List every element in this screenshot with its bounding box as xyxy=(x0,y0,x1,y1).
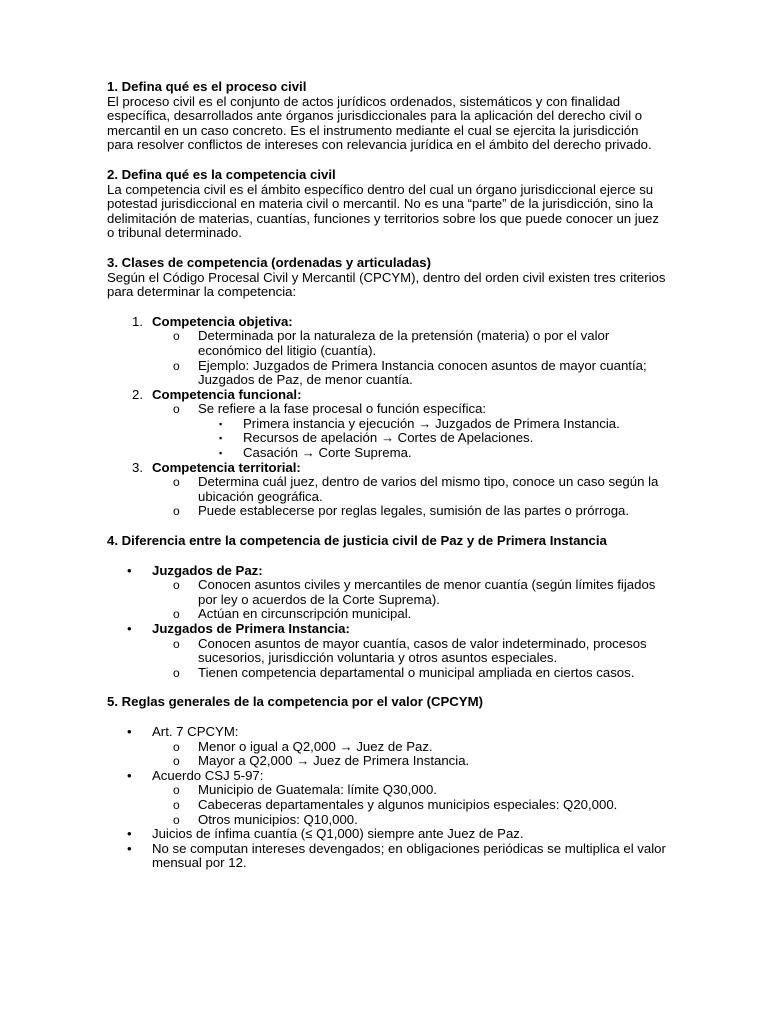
list-subitem xyxy=(107,637,668,666)
list-item xyxy=(107,564,668,579)
list-number: 2. xyxy=(132,386,143,402)
list-subitem-text: Menor o igual a Q2,000 → Juez de Paz. xyxy=(198,738,433,754)
list-item-label: Juzgados de Paz: xyxy=(152,562,263,578)
circle-bullet-icon: o xyxy=(173,329,180,344)
circle-bullet-icon: o xyxy=(173,797,180,812)
list-item-label: No se computan intereses devengados; en obligaciones periódicas se multiplica el valor mensual por 12. xyxy=(152,840,666,871)
list-subitem-text: Mayor a Q2,000 → Juez de Primera Instancia. xyxy=(198,753,470,769)
list-subitem-text: Determinada por la naturaleza de la pretensión (materia) o por el valor económico del litigio (cuantía). xyxy=(198,328,610,358)
square-bullet-icon: ▪ xyxy=(219,433,223,444)
list-item-label: Competencia territorial: xyxy=(152,459,301,475)
section-2-body: La competencia civil es el ámbito específico dentro del cual un órgano jurisdiccional ejerce su potestad jurisdiccional en materia civil o mercantil. No es una “parte” de la jurisdicción, sino la delimitación de materias, cuantías, funciones y territorios sobre los que puede conocer un juez o tribunal determinado. xyxy=(107,181,659,241)
square-bullet-icon: ▪ xyxy=(219,418,223,429)
list-subsubitem-text: Recursos de apelación → Cortes de Apelaciones. xyxy=(243,430,534,446)
bullet-icon: • xyxy=(127,723,132,739)
bullet-icon: • xyxy=(127,840,132,856)
circle-bullet-icon: o xyxy=(173,475,180,490)
list-subitem-text: Municipio de Guatemala: límite Q30,000. xyxy=(198,782,437,798)
section-2 xyxy=(107,168,668,241)
list-item-label: Juzgados de Primera Instancia: xyxy=(152,621,350,636)
section-3-intro: Según el Código Procesal Civil y Mercantil (CPCYM), dentro del orden civil existen tres criterios para determinar la competencia: xyxy=(107,269,666,300)
list-subitem xyxy=(107,578,668,607)
list-subitem-text: Determina cuál juez, dentro de varios del mismo tipo, conoce un caso según la ubicación geográfica. xyxy=(198,474,659,504)
section-2-title: 2. Defina qué es la competencia civil xyxy=(107,166,336,182)
bullet-icon: • xyxy=(127,826,132,842)
list-subitem-text: Actúan en circunscripción municipal. xyxy=(198,606,412,622)
circle-bullet-icon: o xyxy=(173,812,180,827)
list-item-label: Acuerdo CSJ 5-97: xyxy=(152,767,264,783)
list-subitem xyxy=(107,798,668,813)
list-subitem xyxy=(107,813,668,828)
list-number: 3. xyxy=(132,459,143,475)
list-subitem-text: Ejemplo: Juzgados de Primera Instancia conocen asuntos de mayor cuantía; Juzgados de Paz, de menor cuantía. xyxy=(198,357,647,388)
list-subitem xyxy=(107,740,668,755)
list-subitem-text: Otros municipios: Q10,000. xyxy=(198,811,358,827)
circle-bullet-icon: o xyxy=(173,636,180,651)
list-subsubitem xyxy=(107,431,668,446)
list-item-label: Juicios de ínfima cuantía (≤ Q1,000) siempre ante Juez de Paz. xyxy=(152,826,524,842)
list-item xyxy=(107,622,668,637)
list-item xyxy=(107,842,668,871)
competence-classes-list xyxy=(107,315,668,519)
bullet-icon: • xyxy=(127,562,132,578)
list-subitem xyxy=(107,359,668,388)
list-subitem xyxy=(107,402,668,417)
square-bullet-icon: ▪ xyxy=(219,448,223,459)
list-item xyxy=(107,769,668,784)
list-item xyxy=(107,827,668,842)
list-subitem xyxy=(107,607,668,622)
list-subitem-text: Conocen asuntos de mayor cuantía, casos de valor indeterminado, procesos sucesorios, jurisdicción voluntaria y otros asuntos especiales. xyxy=(198,635,647,666)
list-subitem-text: Cabeceras departamentales y algunos municipios especiales: Q20,000. xyxy=(198,796,618,812)
list-item xyxy=(107,315,668,330)
list-subitem xyxy=(107,783,668,798)
value-rules-list xyxy=(107,725,668,871)
circle-bullet-icon: o xyxy=(173,578,180,593)
circle-bullet-icon: o xyxy=(173,504,180,519)
list-subitem xyxy=(107,475,668,504)
section-1-title: 1. Defina qué es el proceso civil xyxy=(107,79,307,94)
section-4 xyxy=(107,534,668,680)
circle-bullet-icon: o xyxy=(173,754,180,769)
list-item xyxy=(107,461,668,476)
section-3 xyxy=(107,256,668,519)
list-item-label: Competencia funcional: xyxy=(152,386,302,402)
circle-bullet-icon: o xyxy=(173,607,180,622)
list-subsubitem xyxy=(107,446,668,461)
list-item xyxy=(107,725,668,740)
bullet-icon: • xyxy=(127,767,132,783)
section-1 xyxy=(107,80,668,153)
list-subsubitem xyxy=(107,417,668,432)
list-subitem-text: Se refiere a la fase procesal o función específica: xyxy=(198,401,487,417)
circle-bullet-icon: o xyxy=(173,665,180,680)
bullet-icon: • xyxy=(127,621,132,636)
list-subsubitem-text: Primera instancia y ejecución → Juzgados de Primera Instancia. xyxy=(243,415,620,431)
list-subitem xyxy=(107,666,668,681)
list-number: 1. xyxy=(132,313,143,329)
section-4-title: 4. Diferencia entre la competencia de justicia civil de Paz y de Primera Instancia xyxy=(107,533,607,549)
list-subitem xyxy=(107,504,668,519)
list-item-label: Competencia objetiva: xyxy=(152,313,293,329)
section-5-title: 5. Reglas generales de la competencia por el valor (CPCYM) xyxy=(107,694,483,710)
list-subitem-text: Conocen asuntos civiles y mercantiles de menor cuantía (según límites fijados por ley o acuerdos de la Corte Suprema). xyxy=(198,577,656,607)
list-item-label: Art. 7 CPCYM: xyxy=(152,723,239,739)
circle-bullet-icon: o xyxy=(173,402,180,417)
circle-bullet-icon: o xyxy=(173,739,180,754)
list-subitem xyxy=(107,754,668,769)
list-item xyxy=(107,388,668,403)
list-subitem-text: Puede establecerse por reglas legales, sumisión de las partes o prórroga. xyxy=(198,503,630,519)
list-subsubitem-text: Casación → Corte Suprema. xyxy=(243,445,412,461)
courts-list xyxy=(107,564,668,681)
list-subitem xyxy=(107,329,668,358)
circle-bullet-icon: o xyxy=(173,783,180,798)
list-subitem-text: Tienen competencia departamental o municipal ampliada en ciertos casos. xyxy=(198,664,635,680)
circle-bullet-icon: o xyxy=(173,358,180,373)
section-5 xyxy=(107,695,668,871)
section-3-title: 3. Clases de competencia (ordenadas y articuladas) xyxy=(107,254,431,270)
section-1-body: El proceso civil es el conjunto de actos jurídicos ordenados, sistemáticos y con finalidad específica, desarrollados ante órganos jurisdiccionales para la aplicación del derecho civil o mercantil en un caso concreto. Es el instrumento mediante el cual se ejercita la jurisdicción para resolver conflictos de intereses con relevancia jurídica en el ámbito del derecho privado. xyxy=(107,93,652,153)
